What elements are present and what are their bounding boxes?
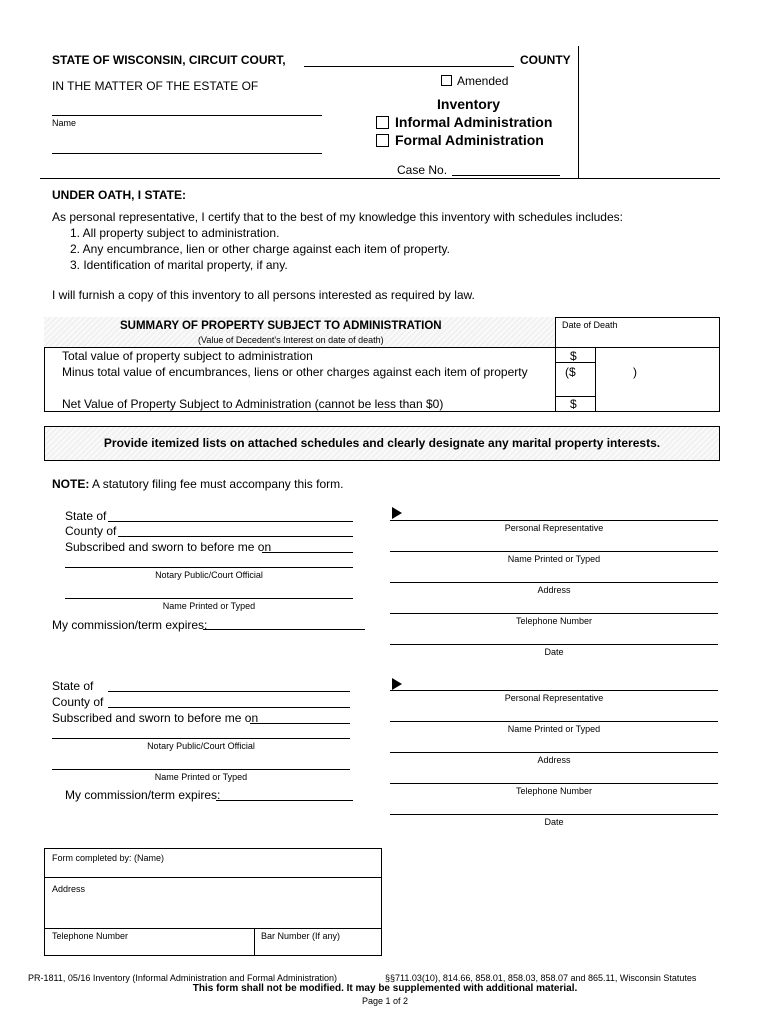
county-label: COUNTY <box>520 53 571 67</box>
pr-date-label: Date <box>544 647 564 657</box>
summary-row-label: Minus total value of encumbrances, liens or other charges against each item of property <box>62 365 528 379</box>
commission-label: My commission/term expires: <box>65 788 221 802</box>
estate-of-label: IN THE MATTER OF THE ESTATE OF <box>52 79 259 93</box>
commission-label: My commission/term expires: <box>52 618 208 632</box>
case-no-label: Case No. <box>397 163 448 177</box>
note-label: NOTE: <box>52 477 90 491</box>
state-of-field[interactable] <box>108 691 350 692</box>
name-label: Name <box>52 118 77 128</box>
pr-date-field[interactable] <box>390 644 718 645</box>
summary-value-divider <box>595 347 596 412</box>
oath-title: UNDER OATH, I STATE: <box>52 188 186 202</box>
pr-date-field[interactable] <box>390 814 718 815</box>
date-of-death-label: Date of Death <box>562 320 618 330</box>
subscribed-date-field[interactable] <box>262 552 353 553</box>
pr-address-field[interactable] <box>390 752 718 753</box>
notary-signature-field[interactable] <box>52 738 350 739</box>
pr-telephone-label: Telephone Number <box>515 616 593 626</box>
fee-note <box>52 477 343 491</box>
state-of-field[interactable] <box>108 521 353 522</box>
sign-here-arrow-icon <box>392 507 402 519</box>
summary-subtitle: (Value of Decedent's Interest on date of death) <box>198 335 384 345</box>
county-of-label: County of <box>65 524 117 538</box>
subscribed-label: Subscribed and sworn to before me on <box>52 711 259 725</box>
footer-warning: This form shall not be modified. It may be supplemented with additional material. <box>192 983 578 994</box>
form-id: PR-1811, 05/16 Inventory (Informal Administration and Formal Administration) <box>28 973 337 983</box>
pr-label: Personal Representative <box>504 523 604 533</box>
summary-row-label: Total value of property subject to administration <box>62 349 313 363</box>
oath-item: 2. Any encumbrance, lien or other charge against each item of property. <box>70 242 450 256</box>
notary-official-label: Notary Public/Court Official <box>147 741 255 751</box>
pr-date-label: Date <box>544 817 564 827</box>
amended-checkbox[interactable] <box>441 75 452 86</box>
notary-official-label: Notary Public/Court Official <box>155 570 263 580</box>
pr-name-field[interactable] <box>390 721 718 722</box>
state-of-label: State of <box>52 679 94 693</box>
county-of-field[interactable] <box>118 536 353 537</box>
commission-field[interactable] <box>216 800 353 801</box>
sign-here-arrow-icon <box>392 678 402 690</box>
amended-label: Amended <box>457 74 509 88</box>
completed-by-telephone-label: Telephone Number <box>52 931 129 941</box>
informal-label: Informal Administration <box>395 114 553 130</box>
summary-col-divider <box>555 317 556 412</box>
summary-header-rule <box>44 347 720 348</box>
case-no-field[interactable] <box>452 175 560 176</box>
statutes: §§711.03(10), 814.66, 858.01, 858.03, 858.07 and 865.11, Wisconsin Statutes <box>385 973 697 983</box>
estate-name-field[interactable] <box>52 115 322 116</box>
notary-name-field[interactable] <box>52 769 350 770</box>
notary-signature-field[interactable] <box>65 567 353 568</box>
pr-name-field[interactable] <box>390 551 718 552</box>
pr-address-label: Address <box>537 755 571 765</box>
court-line: STATE OF WISCONSIN, CIRCUIT COURT, <box>52 53 286 67</box>
completed-by-name-label: Form completed by: (Name) <box>52 853 165 863</box>
itemized-notice: Provide itemized lists on attached schedules and clearly designate any marital property interests. <box>44 426 720 461</box>
bar-number-label: Bar Number (If any) <box>261 931 341 941</box>
commission-field[interactable] <box>203 629 365 630</box>
pr-signature-field[interactable] <box>390 690 718 691</box>
notary-name-label: Name Printed or Typed <box>154 772 248 782</box>
oath-intro: As personal representative, I certify that to the best of my knowledge this inventory with schedules includes: <box>52 210 623 224</box>
subscribed-date-field[interactable] <box>250 723 350 724</box>
completed-by-rule <box>44 928 382 929</box>
pr-address-label: Address <box>537 585 571 595</box>
notary-name-label: Name Printed or Typed <box>162 601 256 611</box>
formal-checkbox[interactable] <box>376 134 389 147</box>
furnish-statement: I will furnish a copy of this inventory to all persons interested as required by law. <box>52 288 475 302</box>
summary-row-prefix: $ <box>570 397 577 411</box>
header-divider <box>578 46 579 178</box>
header-rule <box>40 178 720 179</box>
completed-by-rule <box>44 877 382 878</box>
estate-name-field-2[interactable] <box>52 153 322 154</box>
pr-telephone-field[interactable] <box>390 613 718 614</box>
pr-name-label: Name Printed or Typed <box>507 724 601 734</box>
completed-by-divider <box>254 928 255 956</box>
page-number: Page 1 of 2 <box>361 996 409 1006</box>
pr-telephone-label: Telephone Number <box>515 786 593 796</box>
summary-row-label: Net Value of Property Subject to Administration (cannot be less than $0) <box>62 397 444 411</box>
completed-by-address-label: Address <box>52 884 86 894</box>
county-field[interactable] <box>304 66 514 67</box>
pr-name-label: Name Printed or Typed <box>507 554 601 564</box>
pr-telephone-field[interactable] <box>390 783 718 784</box>
pr-label: Personal Representative <box>504 693 604 703</box>
county-of-field[interactable] <box>108 707 350 708</box>
county-of-label: County of <box>52 695 104 709</box>
summary-title: SUMMARY OF PROPERTY SUBJECT TO ADMINISTRATION <box>120 320 442 332</box>
inventory-title: Inventory <box>437 96 501 112</box>
summary-row-prefix: $ <box>570 349 577 363</box>
informal-checkbox[interactable] <box>376 116 389 129</box>
notary-name-field[interactable] <box>65 598 353 599</box>
subscribed-label: Subscribed and sworn to before me on <box>65 540 272 554</box>
formal-label: Formal Administration <box>395 132 544 148</box>
oath-item: 1. All property subject to administration. <box>70 226 280 240</box>
summary-row-prefix: ($ <box>565 365 576 379</box>
oath-item: 3. Identification of marital property, if any. <box>70 258 288 272</box>
note-text: A statutory filing fee must accompany this form. <box>89 477 344 491</box>
pr-signature-field[interactable] <box>390 520 718 521</box>
pr-address-field[interactable] <box>390 582 718 583</box>
summary-row-suffix: ) <box>633 365 637 379</box>
state-of-label: State of <box>65 509 107 523</box>
